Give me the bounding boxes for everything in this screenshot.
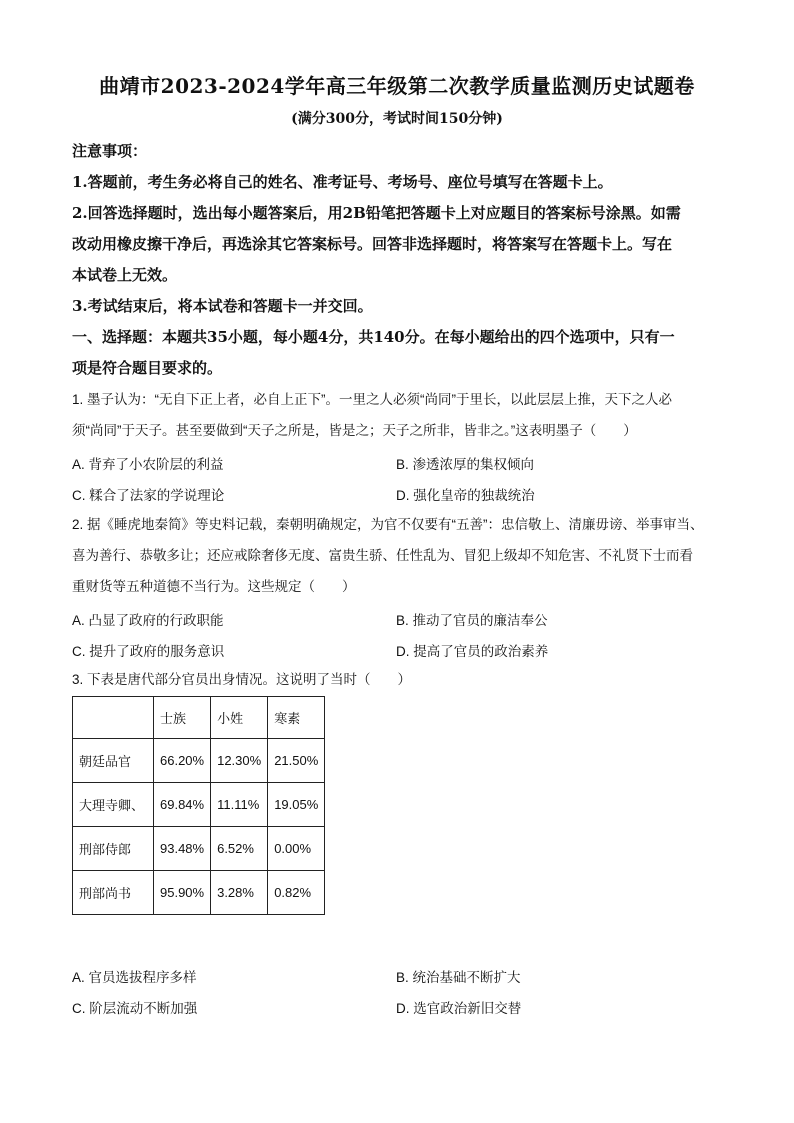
table-cell: 朝廷品官 [73,739,154,783]
question-3-option-a[interactable]: A. 官员选拔程序多样 [72,970,197,985]
table-cell: 93.48% [154,827,211,871]
notes-item-1: 1.答题前，考生务必将自己的姓名、准考证号、考场号、座位号填写在答题卡上。 [72,173,613,191]
notes-item-2-line-3: 本试卷上无效。 [72,266,178,284]
question-3-line-1: 3. 下表是唐代部分官员出身情况。这说明了当时（ ） [72,672,412,687]
table-header-cell [73,697,154,739]
question-1-option-b[interactable]: B. 渗透浓厚的集权倾向 [396,457,535,472]
table-cell: 19.05% [268,783,325,827]
question-3-option-c[interactable]: C. 阶层流动不断加强 [72,1001,198,1016]
question-2-stem [72,509,732,602]
question-2-option-c[interactable]: C. 提升了政府的服务意识 [72,644,225,659]
table-cell: 11.11% [211,783,268,827]
question-2-line-1: 2. 据《睡虎地秦简》等史料记载，秦朝明确规定，为官不仅要有“五善”：忠信敬上、清廉毋谤、举事审当、 [72,517,704,532]
table-header-cell: 寒素 [268,697,325,739]
notes-heading: 注意事项： [72,142,148,160]
table-row [73,783,325,827]
question-2-options-row-1 [72,609,732,633]
question-1-options-row-1 [72,453,732,477]
question-2-line-3: 重财货等五种道德不当行为。这些规定（ ） [72,579,356,594]
page-subtitle: (满分300分，考试时间150分钟) [291,111,503,127]
table-header-row [73,697,325,739]
table-cell: 0.00% [268,827,325,871]
table-cell: 3.28% [211,871,268,915]
question-1-option-d[interactable]: D. 强化皇帝的独裁统治 [396,488,535,503]
table-cell: 95.90% [154,871,211,915]
table-row [73,871,325,915]
notes-section [72,136,732,384]
notes-item-2-line-2: 改动用橡皮擦干净后，再选涂其它答案标号。回答非选择题时，将答案写在答题卡上。写在 [72,235,673,253]
table-cell: 6.52% [211,827,268,871]
question-3-options-row-2 [72,997,732,1021]
question-1-option-c[interactable]: C. 糅合了法家的学说理论 [72,488,225,503]
table-cell: 21.50% [268,739,325,783]
question-2-options-row-2 [72,640,732,664]
question-3-option-d[interactable]: D. 选官政治新旧交替 [396,1001,522,1016]
question-3-stem [72,664,732,695]
question-1-stem [72,384,732,446]
question-2-line-2: 喜为善行、恭敬多让；还应戒除奢侈无度、富贵生骄、任性乱为、冒犯上级却不知危害、不礼贤下士而看 [72,548,693,563]
question-1-options-row-2 [72,484,732,508]
page-title: 曲靖市2023-2024学年高三年级第二次教学质量监测历史试题卷 [99,74,695,98]
notes-item-3: 3.考试结束后，将本试卷和答题卡一并交回。 [72,297,373,315]
table-cell: 0.82% [268,871,325,915]
table-cell: 12.30% [211,739,268,783]
question-2-option-d[interactable]: D. 提高了官员的政治素养 [396,644,549,659]
table-cell: 66.20% [154,739,211,783]
section-instruction-line-1: 一、选择题：本题共35小题，每小题4分，共140分。在每小题给出的四个选项中，只有一 [72,328,675,346]
question-1-line-1: 1. 墨子认为：“无自下正上者，必自上正下”。一里之人必须“尚同”于里长，以此层层上推，天下之人必 [72,392,672,407]
table-row [73,827,325,871]
table-row [73,739,325,783]
official-origin-table [72,696,325,915]
question-3-option-b[interactable]: B. 统治基础不断扩大 [396,970,521,985]
question-2-option-b[interactable]: B. 推动了官员的廉洁奉公 [396,613,548,628]
question-1-line-2: 须“尚同”于天子。甚至要做到“天子之所是，皆是之；天子之所非，皆非之。”这表明墨子（ ） [72,423,637,438]
table-cell: 69.84% [154,783,211,827]
table-header-cell: 士族 [154,697,211,739]
question-3-options-row-1 [72,966,732,990]
question-2-option-a[interactable]: A. 凸显了政府的行政职能 [72,613,224,628]
table-header-cell: 小姓 [211,697,268,739]
question-1-option-a[interactable]: A. 背弃了小农阶层的利益 [72,457,224,472]
table-cell: 刑部尚书 [73,871,154,915]
section-instruction-line-2: 项是符合题目要求的。 [72,359,223,377]
table-cell: 刑部侍郎 [73,827,154,871]
table-cell: 大理寺卿、 [73,783,154,827]
notes-item-2-line-1: 2.回答选择题时，选出每小题答案后，用2B铅笔把答题卡上对应题目的答案标号涂黑。如需 [72,204,681,222]
